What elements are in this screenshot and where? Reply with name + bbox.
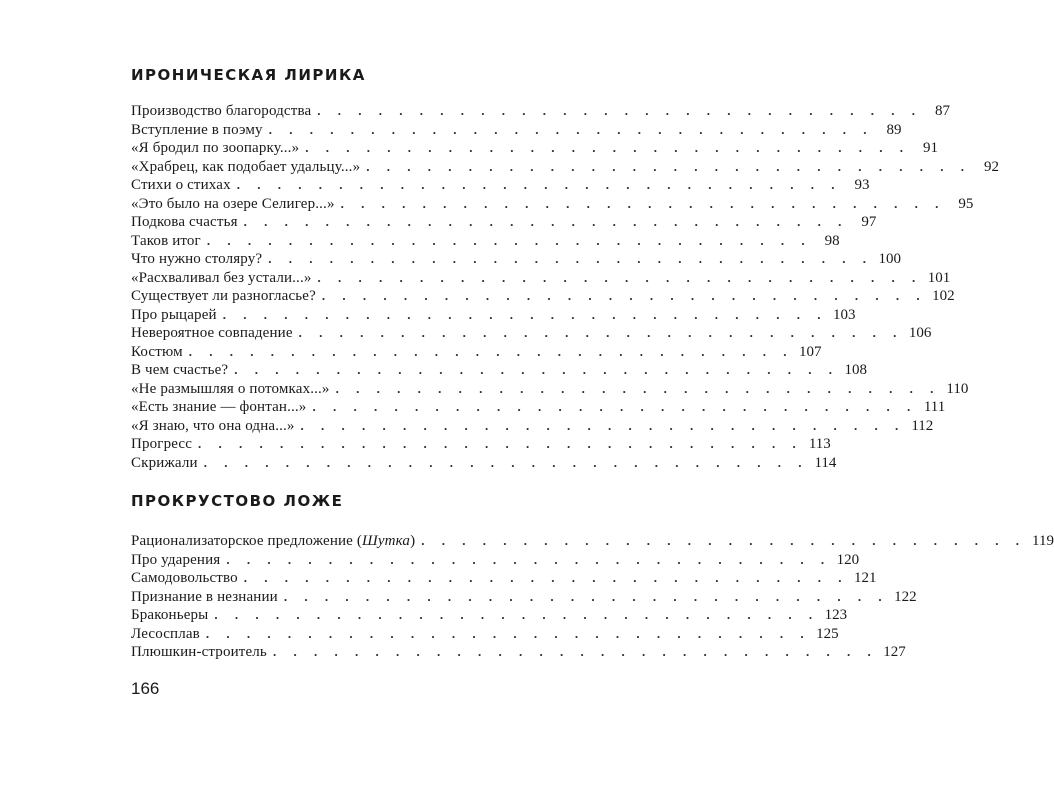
dot-leader: . . . . . . . . . . . . . . . . . . . . . . . . . . . . . . bbox=[317, 269, 923, 285]
toc-entry-title: «Храбрец, как подобает удальцу...» bbox=[131, 158, 361, 175]
toc-entry-title: «Я знаю, что она одна...» bbox=[131, 417, 295, 434]
toc-entry[interactable] bbox=[131, 306, 856, 325]
toc-entry[interactable] bbox=[131, 380, 969, 399]
toc-entry-title: Невероятное совпадение bbox=[131, 325, 293, 341]
toc-entry-page: 112 bbox=[911, 417, 934, 434]
toc-entry[interactable] bbox=[131, 588, 917, 607]
section-title-ironic-lyrics: ИРОНИЧЕСКАЯ ЛИРИКА bbox=[131, 66, 366, 84]
toc-entry-page: 114 bbox=[814, 454, 837, 471]
toc-entry-title: Про ударения bbox=[131, 551, 221, 568]
toc-entry-page: 110 bbox=[946, 380, 969, 397]
toc-entry-page: 106 bbox=[908, 325, 932, 341]
toc-list-ironic-lyrics bbox=[131, 102, 999, 472]
toc-entry-title: Плюшкин-строитель bbox=[131, 644, 267, 660]
toc-entry-page: 107 bbox=[799, 343, 822, 360]
toc-entry-title: В чем счастье? bbox=[131, 362, 229, 378]
toc-entry-page: 93 bbox=[854, 177, 870, 193]
toc-entry-page: 123 bbox=[824, 607, 848, 623]
toc-entry-title: Стихи о стихах bbox=[131, 177, 231, 193]
toc-entry-title: Скрижали bbox=[131, 454, 198, 471]
dot-leader: . . . . . . . . . . . . . . . . . . . . . . . . . . . . . . bbox=[188, 343, 794, 359]
toc-entry-title: Признание в незнании bbox=[131, 588, 278, 605]
toc-list-procrustean-bed bbox=[131, 532, 1054, 662]
dot-leader: . . . . . . . . . . . . . . . . . . . . . . . . . . . . . . bbox=[226, 551, 832, 567]
toc-entry-title: Что нужно столяру? bbox=[131, 251, 263, 267]
toc-entry-page: 102 bbox=[932, 288, 955, 304]
section-title-procrustean-bed: ПРОКРУСТОВО ЛОЖЕ bbox=[131, 492, 344, 510]
toc-entry[interactable] bbox=[131, 102, 951, 121]
dot-leader: . . . . . . . . . . . . . . . . . . . . . . . . . . . . . . bbox=[272, 644, 878, 659]
toc-entry[interactable] bbox=[131, 417, 934, 436]
dot-leader: . . . . . . . . . . . . . . . . . . . . . . . . . . . . . . bbox=[198, 436, 803, 451]
toc-entry-title: Производство благородства bbox=[131, 103, 312, 119]
toc-entry[interactable] bbox=[131, 232, 840, 251]
toc-entry-title-text: Рационализаторское предложение bbox=[131, 533, 353, 549]
dot-leader: . . . . . . . . . . . . . . . . . . . . . . . . . . . . . . bbox=[203, 454, 809, 470]
toc-entry[interactable] bbox=[131, 250, 901, 269]
toc-entry[interactable] bbox=[131, 398, 946, 417]
toc-entry-page: 127 bbox=[883, 644, 906, 660]
dot-leader: . . . . . . . . . . . . . . . . . . . . . . . . . . . . . . bbox=[312, 399, 918, 414]
toc-entry-page: 119 bbox=[1032, 533, 1054, 549]
toc-entry-title: «Это было на озере Селигер...» bbox=[131, 195, 335, 212]
dot-leader: . . . . . . . . . . . . . . . . . . . . . . . . . . . . . . bbox=[305, 140, 910, 155]
toc-entry[interactable] bbox=[131, 569, 877, 588]
toc-entry[interactable] bbox=[131, 454, 837, 473]
dot-leader: . . . . . . . . . . . . . . . . . . . . . . . . . . . . . . bbox=[317, 103, 923, 118]
dot-leader: . . . . . . . . . . . . . . . . . . . . . . . . . . . . . . bbox=[205, 625, 811, 641]
dot-leader: . . . . . . . . . . . . . . . . . . . . . . . . . . . . . . bbox=[366, 158, 971, 174]
dot-leader: . . . . . . . . . . . . . . . . . . . . . . . . . . . . . . bbox=[300, 417, 906, 433]
toc-entry-page: 89 bbox=[886, 121, 902, 138]
dot-leader: . . . . . . . . . . . . . . . . . . . . . . . . . . . . . . bbox=[206, 232, 812, 248]
toc-entry-page: 95 bbox=[958, 195, 974, 212]
dot-leader: . . . . . . . . . . . . . . . . . . . . . . . . . . . . . . bbox=[421, 533, 1026, 548]
dot-leader: . . . . . . . . . . . . . . . . . . . . . . . . . . . . . . bbox=[298, 325, 904, 340]
page-number: 166 bbox=[131, 679, 160, 698]
toc-entry[interactable] bbox=[131, 532, 1054, 551]
toc-entry-title: «Есть знание — фонтан...» bbox=[131, 399, 307, 415]
toc-entry-page: 121 bbox=[854, 570, 877, 586]
dot-leader: . . . . . . . . . . . . . . . . . . . . . . . . . . . . . . bbox=[335, 380, 941, 396]
toc-entry-page: 98 bbox=[824, 232, 840, 249]
toc-entry[interactable] bbox=[131, 625, 839, 644]
toc-entry-title: Прогресс bbox=[131, 436, 193, 452]
dot-leader: . . . . . . . . . . . . . . . . . . . . . . . . . . . . . . bbox=[268, 251, 873, 266]
toc-entry-title: Таков итог bbox=[131, 232, 201, 249]
toc-entry-page: 100 bbox=[878, 251, 901, 267]
toc-entry-title-note: Шутка bbox=[362, 533, 411, 549]
toc-entry-title: Костюм bbox=[131, 343, 183, 360]
toc-entry-title: Вступление в поэму bbox=[131, 121, 263, 138]
toc-entry-title: Самодовольство bbox=[131, 570, 238, 586]
toc-entry[interactable] bbox=[131, 324, 932, 343]
toc-entry[interactable] bbox=[131, 121, 902, 140]
toc-entry-page: 92 bbox=[983, 158, 999, 175]
dot-leader: . . . . . . . . . . . . . . . . . . . . . . . . . . . . . . bbox=[283, 588, 889, 604]
toc-entry[interactable] bbox=[131, 361, 867, 380]
toc-entry[interactable] bbox=[131, 176, 870, 195]
toc-entry-page: 120 bbox=[836, 551, 860, 568]
toc-entry-title: Про рыцарей bbox=[131, 306, 217, 323]
toc-entry-page: 91 bbox=[922, 140, 938, 156]
toc-entry-page: 122 bbox=[894, 588, 917, 605]
toc-entry[interactable] bbox=[131, 606, 848, 625]
dot-leader: . . . . . . . . . . . . . . . . . . . . . . . . . . . . . . bbox=[268, 121, 874, 137]
toc-entry-title: Лесосплав bbox=[131, 625, 200, 642]
toc-entry-page: 103 bbox=[832, 306, 856, 323]
dot-leader: . . . . . . . . . . . . . . . . . . . . . . . . . . . . . . bbox=[243, 214, 849, 229]
dot-leader: . . . . . . . . . . . . . . . . . . . . . . . . . . . . . . bbox=[243, 570, 849, 585]
dot-leader: . . . . . . . . . . . . . . . . . . . . . . . . . . . . . . bbox=[236, 177, 842, 192]
toc-entry[interactable] bbox=[131, 158, 999, 177]
dot-leader: . . . . . . . . . . . . . . . . . . . . . . . . . . . . . . bbox=[214, 607, 820, 622]
toc-entry-title: «Я бродил по зоопарку...» bbox=[131, 140, 300, 156]
toc-entry-title: «Не размышляя о потомках...» bbox=[131, 380, 330, 397]
toc-entry[interactable] bbox=[131, 551, 860, 570]
toc-entry[interactable] bbox=[131, 195, 974, 214]
toc-entry-title: Рационализаторское предложение (Шутка) bbox=[131, 533, 416, 549]
dot-leader: . . . . . . . . . . . . . . . . . . . . . . . . . . . . . . bbox=[340, 195, 946, 211]
toc-entry-page: 111 bbox=[923, 399, 946, 415]
toc-entry[interactable] bbox=[131, 269, 951, 288]
toc-entry-title: Существует ли разногласье? bbox=[131, 288, 316, 304]
toc-entry-page: 108 bbox=[844, 362, 867, 378]
toc-entry[interactable] bbox=[131, 343, 822, 362]
toc-entry-title: Подкова счастья bbox=[131, 214, 238, 230]
dot-leader: . . . . . . . . . . . . . . . . . . . . . . . . . . . . . . bbox=[321, 288, 927, 303]
dot-leader: . . . . . . . . . . . . . . . . . . . . . . . . . . . . . . bbox=[222, 306, 828, 322]
toc-entry[interactable] bbox=[131, 139, 938, 158]
toc-entry-title: «Расхваливал без устали...» bbox=[131, 269, 312, 286]
toc-entry-page: 87 bbox=[935, 103, 951, 119]
toc-entry[interactable] bbox=[131, 213, 877, 232]
toc-entry[interactable] bbox=[131, 435, 831, 454]
toc-entry-title: Браконьеры bbox=[131, 607, 209, 623]
toc-entry-page: 97 bbox=[861, 214, 877, 230]
dot-leader: . . . . . . . . . . . . . . . . . . . . . . . . . . . . . . bbox=[234, 362, 839, 377]
toc-entry[interactable] bbox=[131, 287, 955, 306]
toc-entry[interactable] bbox=[131, 643, 906, 662]
toc-entry-page: 113 bbox=[808, 436, 831, 452]
toc-entry-page: 125 bbox=[816, 625, 839, 642]
toc-entry-page: 101 bbox=[927, 269, 951, 286]
